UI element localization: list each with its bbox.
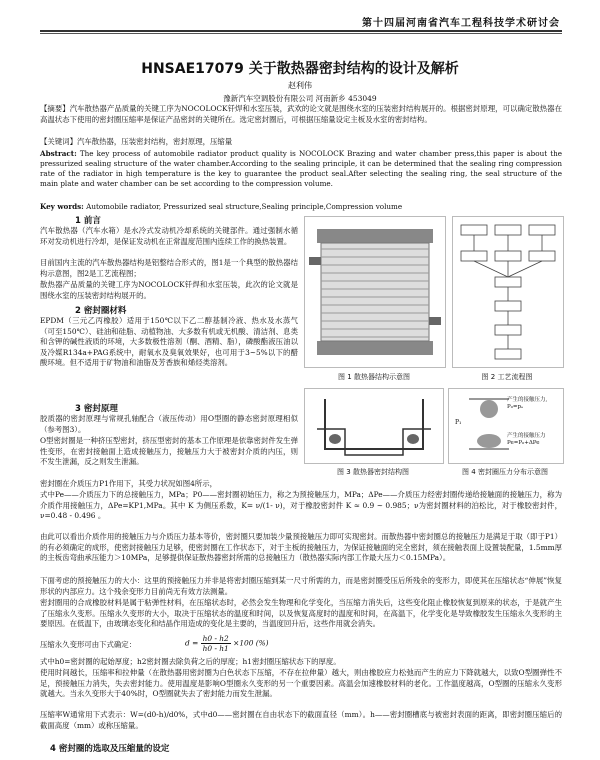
seal-ring-right xyxy=(407,434,419,444)
figure-4-label-b: P₁ xyxy=(455,419,462,426)
affiliation: 豫新汽车空调股份有限公司 河南新乡 453049 xyxy=(223,94,377,103)
figure-1 xyxy=(304,216,446,368)
figure-1-caption: 图 1 散热器结构示意图 xyxy=(338,373,410,381)
section-1-para-1: 汽车散热器（汽车水箱）是水冷式发动机冷却系统的关键部件。通过强制水循环对发动机进行冷却，是保证发动机在正常温度范围内连续工作的换热装置。 xyxy=(40,226,298,246)
section-1-heading: 1 前言 xyxy=(75,216,101,226)
figure-4 xyxy=(448,388,564,464)
o-ring-free xyxy=(480,400,498,418)
section-3-para-10: 使用时间越长，压缩率和拉伸量（在散热器用密封圈为白色状态下压缩，不存在拉伸量）越大，则由橡胶应力松弛而产生的应力下降就越大，以致O型圈弹性不足，预接触压力消失，失去密封能力。使用温度是影响O型圈永久变形的另一个重要因素。高温会加速橡胶材料的老化。工作温度越高，O型圈的压缩永久变形就越大。当永久变形大于40%时，O型圈就失去了密封能力而发生泄漏。 xyxy=(40,668,562,699)
abstract-cn: 【摘要】汽车散热器产品质量的关键工序为NOCOLOCK钎焊和水室压装，武欢的论文就是围绕水室的压装密封结构展开的。根据密封原理，可以确定散热器在高温状态下使用的密封圈压缩率是保证产品密封的关键所在。选定密封圈后，可根据压缩量设定主板及水室的密封结构。 xyxy=(40,104,562,124)
section-2-para-1: EPDM（三元乙丙橡胶）适用于150℃以下乙二醇基制冷液、热水及水蒸气（可至150℃）、硅油和硅脂、动植物油、大多数有机或无机酸、清洁剂、息类和含钾的碱性液质的环境，大多数极性溶剂（酮、酒精、脂），磷酸酯液压油以及冷媒R134a+PAG系统中，耐氧水及臭氧效果好，也可用于3~5%以下的醋酸环境。但不适用于矿物油和油脂及芳香族和烯烃类溶剂。 xyxy=(40,316,298,368)
header-rule-thin xyxy=(40,33,562,34)
author: 赵利伟 xyxy=(288,81,312,90)
radiator-diagram xyxy=(305,217,445,367)
figure-3 xyxy=(304,388,444,464)
core xyxy=(321,243,429,341)
section-1-para-2: 目前国内主流的汽车散热器结构是铝整结合形式的，图1是一个典型的散热器结构示意图，图2是工艺流程图； xyxy=(40,258,298,278)
bottom-tank xyxy=(317,341,433,355)
abstract-en xyxy=(40,149,562,189)
section-3-para-2: O型密封圈是一种挤压型密封，挤压型密封的基本工作原理是依靠密封件发生弹性变形，在密封接触面上造成接触压力，接触压力大于被密封介质的内压，则不发生泄漏，反之则发生泄漏。 xyxy=(40,436,298,467)
section-2-heading: 2 密封圈材料 xyxy=(75,306,127,316)
top-tank xyxy=(317,229,433,243)
section-3-para-5: 由此可以看出介质作用的接触压力与介质压力基本等价，密封圈只要加装少量预接触压力即可实现密封。而散热器中密封圈总的接触压力是满足于取（即于P1）的有必须确定的成形，使密封接触压力足够，使密封圈在工作状态下，对于主板的接触压力，为保证接触面的完全密封，须在接触表面上设置装配量，1.5mm厚的主板齿弯曲承压能力＞10MPa，足够提供保证散热器密封所需的总接触压力（散热器实际内部工作最大压力＜0.15MPa）。 xyxy=(40,532,562,563)
section-3-heading: 3 密封原理 xyxy=(75,404,118,414)
seal-structure-diagram xyxy=(305,389,443,463)
formula-fraction xyxy=(201,634,231,653)
outlet-pipe xyxy=(429,317,441,325)
conference-header: 第十四届河南省汽车工程科技学术研讨会 xyxy=(362,18,560,29)
o-ring-compressed xyxy=(477,434,501,448)
formula-tail: ×100 (%) xyxy=(233,638,269,648)
section-1-para-3: 散热器产品质量的关键工序为NOCOLOCK钎焊和水室压装，此次的论文就是围绕水室的压装密封结构展开的。 xyxy=(40,280,298,300)
figure-2 xyxy=(452,216,564,368)
section-3-para-6: 下面考虑的预接触压力的大小：这里的预接触压力并非是将密封圈压缩到某一尺寸所需的力，而是密封圈受压后所残余的变形力，即使其在压缩状态“伸展”恢复形状的内部应力。这个残余变形力目前尚无有效方法测量。 xyxy=(40,576,562,596)
section-3-para-4: 式中Pe——介质压力下的总接触压力，MPa；P0——密封圈初始压力，称之为预接触压力，MPa；ΔPe——介质压力经密封圈传递给接触面的接触压力，称为介质作用接触压力，ΔPe=KP1,MPa。其中 K 为侧压系数，K= ν/(1- ν)，对于橡胶密封件 K ≈ 0.9 ~ 0.985；ν为密封圈材料的泊松比，对于橡胶密封件，ν=0.48 - 0.496 。 xyxy=(40,490,562,521)
section-3-para-3: 密封圈在介质压力P1作用下，其受力状况如图4所示， xyxy=(40,479,217,488)
abstract-en-label: Abstract: xyxy=(40,149,77,158)
section-3-para-9: 式中h0=密封圈的起始厚度；h2密封圈去除负荷之后的厚度；h1密封圈压缩状态下的厚度。 xyxy=(40,657,341,666)
formula-lhs: d = xyxy=(185,638,199,648)
figure-4-caption: 图 4 密封圈压力分布示意图 xyxy=(462,468,548,476)
compression-formula xyxy=(185,634,269,653)
seal-ring-left xyxy=(329,434,341,444)
keywords-en-label: Key words: xyxy=(40,202,84,211)
keywords-en xyxy=(40,202,562,212)
section-4-heading: 4 密封圈的选取及压缩量的设定 xyxy=(50,744,170,754)
paper-title: HNSAE17079 关于散热器密封结构的设计及解析 xyxy=(141,61,459,77)
process-flow-diagram xyxy=(453,217,563,367)
header-rule xyxy=(40,30,562,32)
keywords-en-text: Automobile radiator, Pressurized seal structure,Sealing principle,Compression volume xyxy=(86,202,403,211)
section-3-para-11: 压缩率W通常用下式表示：W=(d0-h)/d0%，式中d0——密封圈在自由状态下的截面直径（mm）。h——密封圈槽底与被密封表面的距离，即密封圈压缩后的截面高度（mm）或称压缩量。 xyxy=(40,710,562,730)
figure-3-caption: 图 3 散热器密封结构图 xyxy=(337,468,409,476)
section-3-para-8: 压缩永久变形可由下式确定： xyxy=(40,640,137,649)
section-3-para-7: 密封圈用的合成橡胶材料是属于粘弹性材料，在压缩状态时，必然会发生物理和化学变化，当压缩力消失后，这些变化阻止橡胶恢复到原来的状态，于是就产生了压缩永久变形。压缩永久变形的大小，取决于压缩状态的温度和时间，以及恢复高度时的温度和时间，在高温下，化学变化是导致橡胶发生压缩永久变形的主要原因。在低温下，由玻璃态变化和结晶作用造成的变化是主要的，当温度回升后，这些作用就会消失。 xyxy=(40,598,562,629)
abstract-en-text: The key process of automobile radiator product quality is NOCOLOCK Brazing and water chamber press,this paper is about the pressurized sealing structure of the water chamber.According to the sealing principle, it can be determined that the sealing ring compression rate of the radiator in high temperature is the key to guarantee the product seal.After selecting the sealing ring, the seal structure of the main plate and water chamber can be set according to the compression volume. xyxy=(40,149,562,188)
formula-numerator: h0 - h2 xyxy=(202,634,229,643)
figure-2-caption: 图 2 工艺流程图 xyxy=(481,373,533,381)
inlet-pipe xyxy=(309,257,321,265)
keywords-cn: 【关键词】汽车散热器，压装密封结构，密封原理，压缩量 xyxy=(40,137,233,146)
figure-4-label-c: 产生的接触压力Pe=P₀+ΔPe xyxy=(507,433,546,446)
formula-denominator: h0 - h1 xyxy=(202,644,229,653)
section-3-para-1: 胶质器的密封原理与常规孔轴配合（液压传动）用O型圈的静态密封原理相似（参考图3）。 xyxy=(40,414,298,434)
figure-4-label-a: 产生的接触压力, P₀=pₑ xyxy=(507,397,548,410)
